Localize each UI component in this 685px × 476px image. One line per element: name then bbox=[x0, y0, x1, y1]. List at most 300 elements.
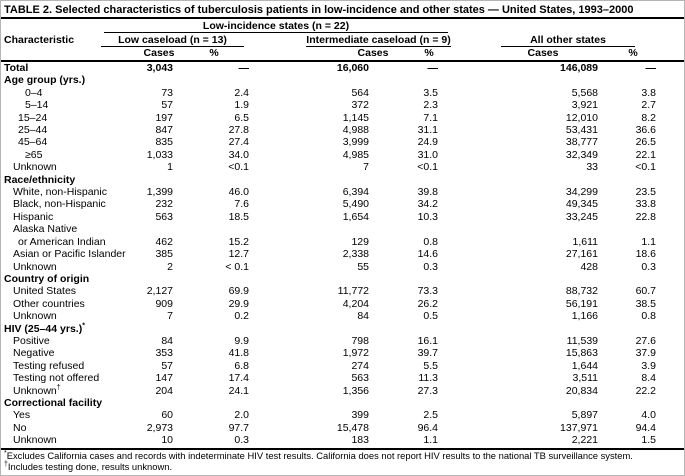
value-cell bbox=[249, 74, 369, 86]
value-cell: 97.7 bbox=[228, 421, 249, 434]
value-cell: 12.7 bbox=[228, 248, 249, 261]
value-cell: 6,394 bbox=[342, 186, 369, 199]
row-label: Hispanic bbox=[13, 210, 54, 223]
spacer-cell bbox=[656, 248, 685, 260]
value-cell bbox=[369, 223, 438, 235]
value-cell: 41.8 bbox=[228, 347, 249, 360]
value-cell: 1,166 bbox=[571, 310, 598, 323]
value-cell: <0.1 bbox=[635, 161, 656, 174]
spacer-cell bbox=[656, 298, 685, 310]
value-cell: 96.4 bbox=[417, 421, 438, 434]
table-row bbox=[1, 236, 685, 248]
row-label: Unknown bbox=[13, 260, 57, 273]
value-cell: 3,921 bbox=[571, 99, 598, 112]
table-title: TABLE 2. Selected characteristics of tuberculosis patients in low-incidence and other states — United States, 1993–2000 bbox=[4, 4, 634, 16]
value-cell bbox=[369, 273, 438, 285]
value-cell: 1,399 bbox=[146, 186, 173, 199]
value-cell bbox=[133, 223, 173, 235]
section-row bbox=[1, 273, 685, 285]
spacer-cell bbox=[656, 397, 685, 409]
value-cell: 60.7 bbox=[635, 285, 656, 298]
row-label: White, non-Hispanic bbox=[13, 186, 107, 199]
table-row bbox=[1, 409, 685, 421]
value-cell: 24.9 bbox=[417, 136, 438, 149]
spacer-cell bbox=[656, 149, 685, 161]
value-cell: 3,999 bbox=[342, 136, 369, 149]
value-cell: 69.9 bbox=[228, 285, 249, 298]
footnote-testing bbox=[4, 462, 682, 473]
spacer-cell bbox=[656, 335, 685, 347]
value-cell: 27.8 bbox=[228, 124, 249, 137]
value-cell: 46.0 bbox=[228, 186, 249, 199]
value-cell: 2,973 bbox=[146, 421, 173, 434]
value-cell: 84 bbox=[357, 310, 369, 323]
section-row bbox=[1, 323, 685, 335]
value-cell: 49,345 bbox=[565, 198, 598, 211]
table-row bbox=[1, 248, 685, 260]
table-row bbox=[1, 422, 685, 434]
value-cell: 29.9 bbox=[228, 297, 249, 310]
value-cell: 0.3 bbox=[641, 260, 656, 273]
value-cell bbox=[173, 74, 249, 86]
value-cell bbox=[438, 223, 598, 235]
row-label: 0–4 bbox=[25, 86, 43, 99]
value-cell bbox=[133, 74, 173, 86]
value-cell: 3.9 bbox=[641, 359, 656, 372]
subheader-percent-3: % bbox=[628, 47, 638, 59]
table-row bbox=[1, 385, 685, 397]
spacer-cell bbox=[656, 136, 685, 148]
row-label: No bbox=[13, 421, 27, 434]
value-cell bbox=[369, 397, 438, 409]
table-row bbox=[1, 285, 685, 297]
value-cell: 8.2 bbox=[641, 111, 656, 124]
spacer-cell bbox=[656, 174, 685, 186]
value-cell: 4.0 bbox=[641, 409, 656, 422]
spacer-cell bbox=[656, 74, 685, 86]
value-cell: 27.6 bbox=[635, 334, 656, 347]
value-cell bbox=[173, 273, 249, 285]
spacer-cell bbox=[656, 87, 685, 99]
value-cell: 31.0 bbox=[417, 148, 438, 161]
value-cell: 14.6 bbox=[417, 248, 438, 261]
value-cell bbox=[438, 397, 598, 409]
value-cell: 5,897 bbox=[571, 409, 598, 422]
value-cell: 7.6 bbox=[234, 198, 249, 211]
value-cell: 16.1 bbox=[417, 334, 438, 347]
top-rule bbox=[1, 17, 684, 19]
value-cell: 27.4 bbox=[228, 136, 249, 149]
value-cell: 2.5 bbox=[423, 409, 438, 422]
value-cell: 94.4 bbox=[635, 421, 656, 434]
value-cell: 0.2 bbox=[234, 310, 249, 323]
value-cell: 2.7 bbox=[641, 99, 656, 112]
value-cell: 5.5 bbox=[423, 359, 438, 372]
value-cell bbox=[369, 174, 438, 186]
value-cell: 22.8 bbox=[635, 210, 656, 223]
value-cell: 34.2 bbox=[417, 198, 438, 211]
value-cell: 399 bbox=[351, 409, 369, 422]
value-cell: 3.8 bbox=[641, 86, 656, 99]
value-cell: 56,191 bbox=[565, 297, 598, 310]
value-cell bbox=[173, 223, 249, 235]
value-cell: 1,033 bbox=[146, 148, 173, 161]
value-cell bbox=[173, 174, 249, 186]
value-cell bbox=[438, 273, 598, 285]
value-cell: 564 bbox=[351, 86, 369, 99]
value-cell: 1,145 bbox=[342, 111, 369, 124]
column-span-header: Low-incidence states (n = 22) bbox=[104, 20, 448, 33]
spacer-cell bbox=[656, 372, 685, 384]
table-row bbox=[1, 124, 685, 136]
spacer-cell bbox=[656, 223, 685, 235]
value-cell: 88,732 bbox=[565, 285, 598, 298]
row-label: Country of origin bbox=[4, 272, 90, 285]
section-row bbox=[1, 397, 685, 409]
table-row bbox=[1, 186, 685, 198]
group-header-low-caseload: Low caseload (n = 13) bbox=[101, 34, 244, 47]
value-cell: 197 bbox=[155, 111, 173, 124]
spacer-cell bbox=[656, 409, 685, 421]
value-cell bbox=[598, 273, 656, 285]
value-cell: 18.6 bbox=[635, 248, 656, 261]
spacer-cell bbox=[656, 186, 685, 198]
table-row bbox=[1, 310, 685, 322]
value-cell: 2,338 bbox=[342, 248, 369, 261]
value-cell: 4,985 bbox=[342, 148, 369, 161]
value-cell: 1,972 bbox=[342, 347, 369, 360]
value-cell: 34,299 bbox=[565, 186, 598, 199]
asterisk-marker: * bbox=[4, 449, 7, 457]
value-cell: 4,204 bbox=[342, 297, 369, 310]
table-row bbox=[1, 347, 685, 359]
value-cell: 60 bbox=[161, 409, 173, 422]
value-cell: 22.2 bbox=[635, 384, 656, 397]
footnote-text: Excludes California cases and records with indeterminate HIV test results. California does not report HIV results to the national TB surveillance system. bbox=[6, 450, 633, 461]
value-cell: 232 bbox=[155, 198, 173, 211]
spacer-cell bbox=[656, 434, 685, 446]
value-cell: 204 bbox=[155, 384, 173, 397]
table-row bbox=[1, 136, 685, 148]
data-table bbox=[1, 62, 685, 447]
value-cell: 9.9 bbox=[234, 334, 249, 347]
value-cell: 5,490 bbox=[342, 198, 369, 211]
table-row bbox=[1, 161, 685, 173]
value-cell: 146,089 bbox=[560, 62, 598, 74]
table-row bbox=[1, 335, 685, 347]
value-cell bbox=[133, 397, 173, 409]
value-cell: 18.5 bbox=[228, 210, 249, 223]
table-row bbox=[1, 298, 685, 310]
value-cell: 34.0 bbox=[228, 148, 249, 161]
table-row bbox=[1, 434, 685, 446]
value-cell: 353 bbox=[155, 347, 173, 360]
value-cell bbox=[173, 397, 249, 409]
value-cell: 16,060 bbox=[336, 62, 369, 74]
value-cell: 1,654 bbox=[342, 210, 369, 223]
value-cell: 23.5 bbox=[635, 186, 656, 199]
value-cell: — bbox=[238, 62, 249, 74]
value-cell: 3,043 bbox=[146, 62, 173, 74]
value-cell bbox=[249, 174, 369, 186]
value-cell: 11,772 bbox=[337, 285, 369, 298]
value-cell: 1,356 bbox=[342, 384, 369, 397]
value-cell: 3.5 bbox=[423, 86, 438, 99]
row-label: 5–14 bbox=[25, 99, 49, 112]
value-cell: <0.1 bbox=[417, 161, 438, 174]
spacer-cell bbox=[656, 385, 685, 397]
spacer-cell bbox=[656, 273, 685, 285]
footnotes bbox=[4, 451, 682, 473]
value-cell: 84 bbox=[161, 334, 173, 347]
table-row bbox=[1, 211, 685, 223]
spacer-cell bbox=[656, 161, 685, 173]
value-cell: 909 bbox=[155, 297, 173, 310]
value-cell: — bbox=[645, 62, 656, 74]
value-cell: 39.7 bbox=[417, 347, 438, 360]
value-cell: 7.1 bbox=[423, 111, 438, 124]
row-label: Yes bbox=[13, 409, 31, 422]
value-cell: 26.2 bbox=[417, 297, 438, 310]
row-label: Testing refused bbox=[13, 359, 85, 372]
group-header-all-other-states: All other states bbox=[501, 34, 635, 47]
value-cell: 372 bbox=[351, 99, 369, 112]
value-cell: 38,777 bbox=[565, 136, 598, 149]
subheader-percent-2: % bbox=[424, 47, 434, 59]
value-cell: 7 bbox=[363, 161, 369, 174]
value-cell: 37.9 bbox=[635, 347, 656, 360]
value-cell: 847 bbox=[155, 124, 173, 137]
value-cell: 22.1 bbox=[635, 148, 656, 161]
section-row bbox=[1, 74, 685, 86]
group-header-intermediate-caseload: Intermediate caseload (n = 9) bbox=[306, 34, 451, 46]
value-cell: 835 bbox=[155, 136, 173, 149]
row-label: HIV (25–44 yrs.)* bbox=[4, 322, 85, 335]
value-cell: 274 bbox=[351, 359, 369, 372]
value-cell bbox=[249, 323, 369, 335]
value-cell: 57 bbox=[161, 359, 173, 372]
value-cell: 798 bbox=[351, 334, 369, 347]
value-cell: 11,539 bbox=[566, 334, 598, 347]
value-cell: 0.8 bbox=[641, 310, 656, 323]
spacer-cell bbox=[656, 236, 685, 248]
value-cell: 462 bbox=[155, 235, 173, 248]
value-cell: 53,431 bbox=[565, 124, 598, 137]
value-cell: — bbox=[427, 62, 438, 74]
subheader-cases-1: Cases bbox=[143, 47, 175, 59]
subheader-percent-1: % bbox=[209, 47, 219, 59]
value-cell: 24.1 bbox=[228, 384, 249, 397]
value-cell bbox=[598, 74, 656, 86]
footnote-text: Includes testing done, results unknown. bbox=[7, 460, 173, 472]
row-label: Race/ethnicity bbox=[4, 173, 76, 186]
spacer-cell bbox=[656, 211, 685, 223]
value-cell bbox=[438, 174, 598, 186]
table-row bbox=[1, 62, 685, 74]
spacer-cell bbox=[656, 112, 685, 124]
value-cell: 1.5 bbox=[641, 434, 656, 447]
value-cell: 27,161 bbox=[565, 248, 598, 261]
table-row bbox=[1, 198, 685, 210]
value-cell: 73 bbox=[161, 86, 173, 99]
value-cell: 129 bbox=[351, 235, 369, 248]
footnote-marker: † bbox=[56, 384, 61, 392]
value-cell: <0.1 bbox=[228, 161, 249, 174]
row-label: Positive bbox=[13, 334, 50, 347]
value-cell: 2 bbox=[167, 260, 173, 273]
value-cell: 31.1 bbox=[417, 124, 438, 137]
value-cell bbox=[438, 323, 598, 335]
spacer-cell bbox=[656, 310, 685, 322]
row-label: Asian or Pacific Islander bbox=[13, 248, 126, 261]
value-cell: 15,478 bbox=[336, 421, 369, 434]
table-row bbox=[1, 149, 685, 161]
row-label: Other countries bbox=[13, 297, 85, 310]
value-cell: 11.3 bbox=[418, 372, 438, 385]
value-cell: 15,863 bbox=[565, 347, 598, 360]
value-cell: 2,127 bbox=[146, 285, 173, 298]
row-label: Unknown† bbox=[13, 384, 61, 397]
value-cell: 1.1 bbox=[641, 235, 656, 248]
dagger-marker: † bbox=[4, 460, 8, 468]
row-label: Alaska Native bbox=[13, 223, 78, 236]
value-cell: 33,245 bbox=[565, 210, 598, 223]
value-cell: 1.1 bbox=[423, 434, 438, 447]
value-cell: 4,988 bbox=[342, 124, 369, 137]
section-row bbox=[1, 174, 685, 186]
value-cell bbox=[133, 273, 173, 285]
value-cell bbox=[249, 223, 369, 235]
row-label: 25–44 bbox=[18, 124, 48, 137]
value-cell: 8.4 bbox=[641, 372, 656, 385]
subheader-cases-2: Cases bbox=[357, 47, 389, 59]
row-label: Unknown bbox=[13, 434, 57, 447]
subheader-cases-3: Cases bbox=[527, 47, 559, 59]
row-label: Testing not offered bbox=[13, 372, 100, 385]
table-row bbox=[1, 372, 685, 384]
row-label: 15–24 bbox=[18, 111, 48, 124]
table-row bbox=[1, 223, 685, 235]
value-cell: 10 bbox=[161, 434, 173, 447]
value-cell: 26.5 bbox=[635, 136, 656, 149]
row-label: Unknown bbox=[13, 310, 57, 323]
spacer-cell bbox=[656, 99, 685, 111]
value-cell bbox=[173, 323, 249, 335]
spacer-cell bbox=[656, 261, 685, 273]
value-cell: 73.3 bbox=[417, 285, 438, 298]
row-label: ≥65 bbox=[25, 148, 43, 161]
value-cell: < 0.1 bbox=[225, 260, 249, 273]
value-cell: 137,971 bbox=[560, 421, 598, 434]
row-label: Total bbox=[4, 62, 29, 74]
value-cell: 10.3 bbox=[417, 210, 438, 223]
value-cell: 0.5 bbox=[423, 310, 438, 323]
value-cell: 183 bbox=[351, 434, 369, 447]
row-label: 45–64 bbox=[18, 136, 48, 149]
value-cell: 0.8 bbox=[423, 235, 438, 248]
value-cell: 563 bbox=[155, 210, 173, 223]
value-cell: 7 bbox=[167, 310, 173, 323]
value-cell: 6.5 bbox=[234, 111, 249, 124]
row-label: Correctional facility bbox=[4, 396, 103, 409]
value-cell: 57 bbox=[161, 99, 173, 112]
value-cell bbox=[598, 174, 656, 186]
value-cell: 27.3 bbox=[417, 384, 438, 397]
value-cell bbox=[249, 273, 369, 285]
value-cell: 20,834 bbox=[565, 384, 598, 397]
value-cell: 2,221 bbox=[571, 434, 598, 447]
table-row bbox=[1, 261, 685, 273]
value-cell: 5,568 bbox=[571, 86, 598, 99]
value-cell: 12,010 bbox=[565, 111, 598, 124]
spacer-cell bbox=[656, 198, 685, 210]
value-cell: 385 bbox=[155, 248, 173, 261]
value-cell: 2.3 bbox=[423, 99, 438, 112]
table-row bbox=[1, 87, 685, 99]
table-row bbox=[1, 112, 685, 124]
value-cell: 36.6 bbox=[635, 124, 656, 137]
table-body bbox=[1, 62, 685, 447]
footnote-marker: * bbox=[82, 322, 85, 330]
spacer-cell bbox=[656, 323, 685, 335]
value-cell: 6.8 bbox=[234, 359, 249, 372]
row-label: or American Indian bbox=[18, 235, 106, 248]
value-cell bbox=[598, 397, 656, 409]
value-cell: 17.4 bbox=[228, 372, 249, 385]
characteristic-header: Characteristic bbox=[4, 34, 75, 46]
value-cell bbox=[369, 323, 438, 335]
value-cell: 39.8 bbox=[417, 186, 438, 199]
value-cell bbox=[598, 323, 656, 335]
row-label: Unknown bbox=[13, 161, 57, 174]
value-cell: 33 bbox=[586, 161, 598, 174]
value-cell: 563 bbox=[351, 372, 369, 385]
value-cell: 38.5 bbox=[635, 297, 656, 310]
value-cell: 2.4 bbox=[234, 86, 249, 99]
row-label: United States bbox=[13, 285, 77, 298]
spacer-cell bbox=[656, 360, 685, 372]
spacer-cell bbox=[656, 124, 685, 136]
value-cell: 428 bbox=[580, 260, 598, 273]
row-label: Black, non-Hispanic bbox=[13, 198, 106, 211]
spacer-cell bbox=[656, 285, 685, 297]
row-label: Negative bbox=[13, 347, 55, 360]
value-cell: 0.3 bbox=[234, 434, 249, 447]
table-row bbox=[1, 99, 685, 111]
value-cell: 1 bbox=[167, 161, 173, 174]
row-label: Age group (yrs.) bbox=[4, 74, 86, 87]
spacer-cell bbox=[656, 347, 685, 359]
table-row bbox=[1, 360, 685, 372]
value-cell: 33.8 bbox=[635, 198, 656, 211]
value-cell: 15.2 bbox=[228, 235, 249, 248]
value-cell bbox=[598, 223, 656, 235]
value-cell bbox=[249, 397, 369, 409]
value-cell bbox=[438, 74, 598, 86]
spacer-cell bbox=[656, 62, 685, 74]
value-cell: 32,349 bbox=[565, 148, 598, 161]
value-cell: 3,511 bbox=[572, 372, 598, 385]
value-cell: 1,644 bbox=[571, 359, 598, 372]
value-cell: 2.0 bbox=[234, 409, 249, 422]
value-cell: 1,611 bbox=[572, 235, 598, 248]
value-cell bbox=[133, 174, 173, 186]
value-cell: 147 bbox=[155, 372, 173, 385]
value-cell: 1.9 bbox=[234, 99, 249, 112]
value-cell: 0.3 bbox=[423, 260, 438, 273]
spacer-cell bbox=[656, 422, 685, 434]
value-cell: 55 bbox=[357, 260, 369, 273]
